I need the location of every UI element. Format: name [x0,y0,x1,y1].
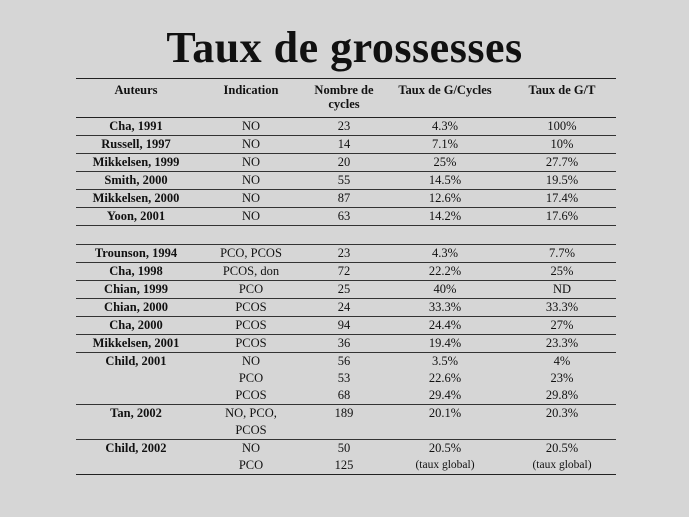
author-cell: Cha, 1991 [76,117,196,135]
table-row [76,387,616,405]
cycles-cell: 20 [306,153,382,171]
rate-cycles-cell: 25% [382,153,508,171]
rate-cycles-cell: 3.5% [431,353,459,368]
indication-cell: PCOS, don [196,262,306,280]
rate-t-cell: 7.7% [508,244,616,262]
rate-t-cell: 4% [553,353,571,368]
cycles-cell: 189 [334,405,354,420]
spacer-cell [76,225,616,244]
indication-cell: NO [196,189,306,207]
cycles-cell: 23 [306,244,382,262]
author-cell: Child, 2001 [105,353,167,368]
cycles-cell: 125 [334,457,354,472]
author-cell: Mikkelsen, 2000 [76,189,196,207]
rate-cycles-cell: 4.3% [382,244,508,262]
table-row [76,189,616,207]
rate-cycles-cell [382,422,508,440]
table-row [76,422,616,440]
rate-t-cell: 19.5% [508,171,616,189]
author-cell [76,457,196,474]
author-cell [76,387,196,405]
table-row [76,439,616,457]
indication-cell: PCOS [196,334,306,352]
rate-t-cell: 20.5% [545,440,579,455]
page-title: Taux de grossesses [166,23,523,72]
indication-cell: PCO [238,370,264,385]
indication-cell: NO [241,353,261,368]
author-cell: Smith, 2000 [76,171,196,189]
table-spacer-row [76,225,616,244]
rate-t-cell [508,422,616,440]
rate-cycles-cell: 4.3% [382,117,508,135]
cycles-cell: 36 [306,334,382,352]
table-row [76,207,616,225]
rate-t-cell: ND [508,280,616,298]
cycles-cell: 56 [337,353,351,368]
rate-t-cell: 23% [550,370,574,385]
author-cell: Trounson, 1994 [76,244,196,262]
author-cell: Yoon, 2001 [76,207,196,225]
cycles-cell: 63 [306,207,382,225]
column-header-indication: Indication [196,79,306,117]
rate-cycles-cell: 33.3% [382,298,508,316]
author-cell: Chian, 1999 [76,280,196,298]
table-row [76,316,616,334]
table-row [76,404,616,422]
table-row [76,262,616,280]
rate-t-cell: 25% [508,262,616,280]
table-body [76,117,616,474]
cycles-cell: 72 [306,262,382,280]
author-cell: Child, 2002 [105,440,167,455]
table-row [76,153,616,171]
rate-cycles-cell: 14.2% [382,207,508,225]
cycles-cell: 50 [337,440,351,455]
rate-cycles-cell: 24.4% [382,316,508,334]
author-cell: Mikkelsen, 1999 [76,153,196,171]
cycles-cell: 68 [306,387,382,405]
cycles-cell: 25 [306,280,382,298]
column-header-rate-t: Taux de G/T [508,79,616,117]
author-cell [76,422,196,440]
cycles-cell: 55 [306,171,382,189]
indication-cell: NO [196,135,306,153]
indication-cell: NO [196,171,306,189]
pregnancy-rate-table [76,78,616,475]
table-row [76,457,616,474]
table-row [76,171,616,189]
indication-cell: PCO, PCOS [196,244,306,262]
rate-t-cell: 17.6% [508,207,616,225]
column-header-rate-cycles: Taux de G/Cycles [382,79,508,117]
rate-cycles-cell: 7.1% [382,135,508,153]
table-row [76,370,616,387]
author-cell [76,370,196,387]
rate-t-cell: (taux global) [532,458,592,471]
table-row [76,244,616,262]
rate-t-cell: 10% [508,135,616,153]
rate-t-cell: 29.8% [508,387,616,405]
author-cell: Mikkelsen, 2001 [76,334,196,352]
rate-cycles-cell: 29.4% [382,387,508,405]
indication-cell: PCOS [196,298,306,316]
indication-cell: NO [196,117,306,135]
rate-cycles-cell: 20.1% [428,405,462,420]
indication-cell: NO, PCO, [225,405,277,420]
rate-cycles-cell: 20.5% [428,440,462,455]
cycles-cell: 53 [337,370,351,385]
author-cell: Cha, 2000 [76,316,196,334]
cycles-cell: 94 [306,316,382,334]
indication-cell: PCO [196,280,306,298]
rate-cycles-cell: 22.2% [382,262,508,280]
cycles-cell [306,422,382,440]
indication-cell: NO [196,153,306,171]
column-header-authors: Auteurs [76,79,196,117]
rate-t-cell: 17.4% [508,189,616,207]
table-row [76,298,616,316]
rate-cycles-cell: 14.5% [382,171,508,189]
author-cell: Cha, 1998 [76,262,196,280]
cycles-cell: 14 [306,135,382,153]
rate-cycles-cell: 22.6% [428,370,462,385]
author-cell: Chian, 2000 [76,298,196,316]
rate-cycles-cell: 19.4% [382,334,508,352]
rate-t-cell: 23.3% [508,334,616,352]
cycles-cell: 87 [306,189,382,207]
column-header-cycles: Nombre de cycles [306,79,382,117]
cycles-cell: 23 [306,117,382,135]
table-row [76,352,616,370]
table-row [76,334,616,352]
indication-cell: PCO [238,457,264,472]
rate-t-cell: 27.7% [508,153,616,171]
table-row [76,117,616,135]
table-row [76,135,616,153]
rate-cycles-cell: 12.6% [382,189,508,207]
author-cell: Russell, 1997 [76,135,196,153]
rate-t-cell: 27% [508,316,616,334]
indication-cell: PCOS [196,422,306,440]
indication-cell: PCOS [196,387,306,405]
table-header-row [76,79,616,117]
rate-t-cell: 20.3% [545,405,579,420]
cycles-cell: 24 [306,298,382,316]
indication-cell: NO [196,207,306,225]
rate-t-cell: 33.3% [508,298,616,316]
rate-t-cell: 100% [508,117,616,135]
indication-cell: PCOS [196,316,306,334]
table-row [76,280,616,298]
indication-cell: NO [241,440,261,455]
author-cell: Tan, 2002 [110,405,162,420]
rate-cycles-cell: 40% [382,280,508,298]
rate-cycles-cell: (taux global) [415,458,475,471]
